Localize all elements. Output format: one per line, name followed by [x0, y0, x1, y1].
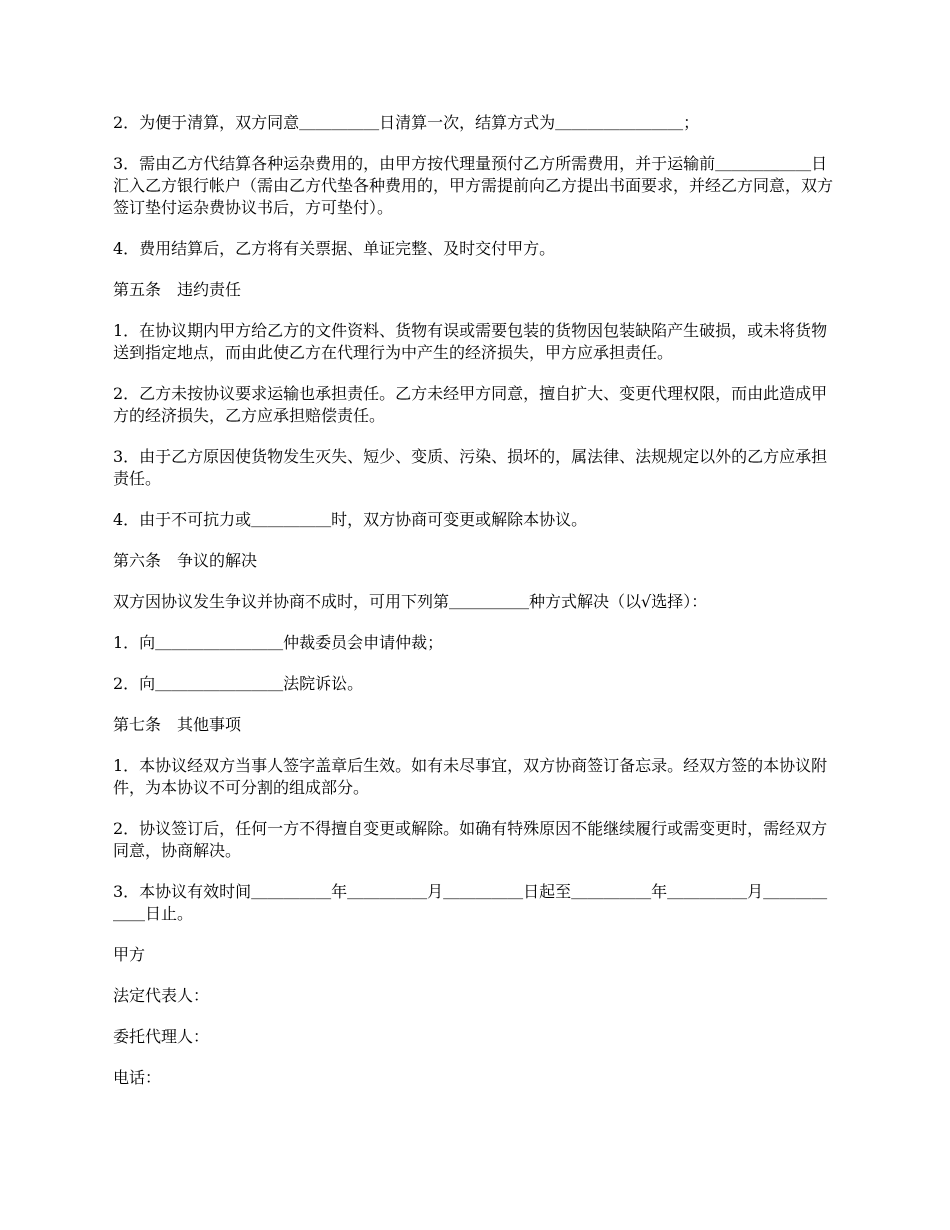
- clause-dispute-methods: 双方因协议发生争议并协商不成时，可用下列第＿＿＿＿＿种方式解决（以√选择）：: [113, 592, 708, 611]
- signature-party-a: 甲方: [113, 945, 146, 964]
- clause-validity-period: 3．本协议有效时间＿＿＿＿＿年＿＿＿＿＿月＿＿＿＿＿日起至＿＿＿＿＿年＿＿＿＿＿月＿＿＿＿＿＿日止。: [113, 882, 828, 923]
- clause-prepaid-fees: 3．需由乙方代结算各种运杂费用的，由甲方按代理量预付乙方所需费用，并于运输前＿＿＿＿＿＿日汇入乙方银行帐户（需由乙方代垫各种费用的，甲方需提前向乙方提出书面要求，并经乙方同意，双方签订垫付运杂费协议书后，方可垫付）。: [113, 154, 834, 217]
- signature-legal-representative: 法定代表人：: [113, 986, 210, 1005]
- clause-effectiveness: 1．本协议经双方当事人签字盖章后生效。如有未尽事宜，双方协商签订备忘录。经双方签的本协议附件，为本协议不可分割的组成部分。: [113, 756, 828, 797]
- clause-no-unilateral-change: 2．协议签订后，任何一方不得擅自变更或解除。如确有特殊原因不能继续履行或需变更时，需经双方同意，协商解决。: [113, 819, 828, 860]
- clause-goods-loss: 3．由于乙方原因使货物发生灭失、短少、变质、污染、损坏的，属法律、法规规定以外的乙方应承担责任。: [113, 447, 828, 488]
- clause-arbitration: 1．向＿＿＿＿＿＿＿＿仲裁委员会申请仲裁；: [113, 633, 444, 652]
- clause-liability-party-b: 2．乙方未按协议要求运输也承担责任。乙方未经甲方同意，擅自扩大、变更代理权限，而由此造成甲方的经济损失，乙方应承担赔偿责任。: [113, 384, 828, 425]
- signature-phone: 电话：: [113, 1068, 162, 1087]
- signature-authorized-agent: 委托代理人：: [113, 1027, 210, 1046]
- section-heading-other: 第七条 其他事项: [113, 715, 242, 734]
- document-page: [113, 112, 843, 1108]
- section-heading-dispute: 第六条 争议的解决: [113, 551, 258, 570]
- clause-liability-party-a: 1．在协议期内甲方给乙方的文件资料、货物有误或需要包装的货物因包装缺陷产生破损，或未将货物送到指定地点，而由此使乙方在代理行为中产生的经济损失，甲方应承担责任。: [113, 321, 828, 362]
- clause-settlement-period: 2．为便于清算，双方同意＿＿＿＿＿日清算一次，结算方式为＿＿＿＿＿＿＿＿；: [113, 113, 700, 132]
- clause-litigation: 2．向＿＿＿＿＿＿＿＿法院诉讼。: [113, 674, 364, 693]
- section-heading-liability: 第五条 违约责任: [113, 280, 242, 299]
- clause-documents-delivery: 4．费用结算后，乙方将有关票据、单证完整、及时交付甲方。: [113, 239, 556, 258]
- clause-force-majeure: 4．由于不可抗力或＿＿＿＿＿时，双方协商可变更或解除本协议。: [113, 510, 588, 529]
